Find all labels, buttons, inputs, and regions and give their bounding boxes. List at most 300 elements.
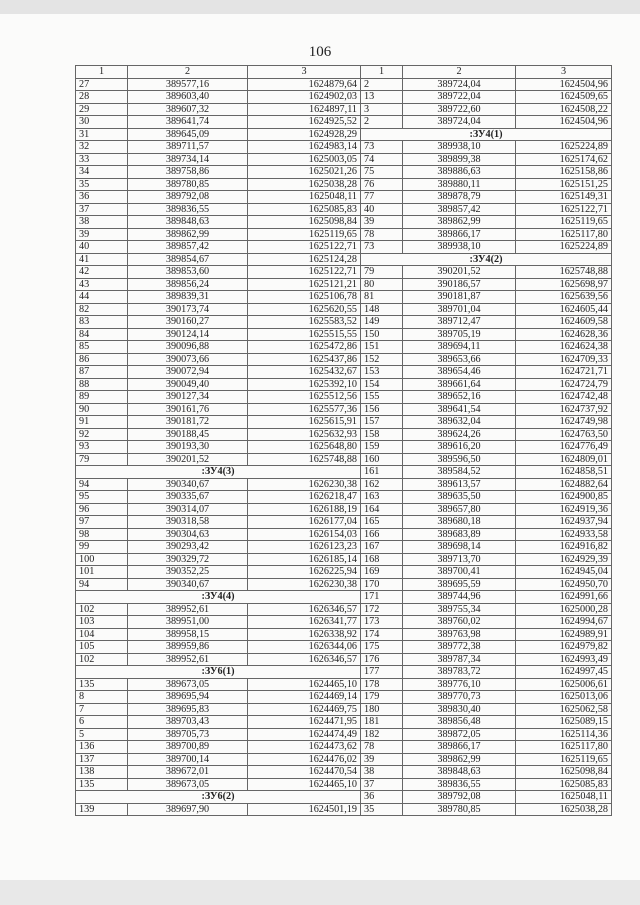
point-number-cell: 180 xyxy=(361,703,403,716)
header-cell: 2 xyxy=(128,66,248,79)
point-number-cell: 152 xyxy=(361,353,403,366)
y-coordinate-cell: 1624993,49 xyxy=(516,653,612,666)
point-number-cell: 7 xyxy=(76,703,128,716)
table-row xyxy=(76,441,612,454)
header-cell: 2 xyxy=(403,66,516,79)
table-row xyxy=(76,316,612,329)
x-coordinate-cell: 389673,05 xyxy=(128,678,248,691)
y-coordinate-cell: 1625432,67 xyxy=(248,366,361,379)
table-row xyxy=(76,478,612,491)
y-coordinate-cell: 1624508,22 xyxy=(516,103,612,116)
y-coordinate-cell: 1625158,86 xyxy=(516,166,612,179)
y-coordinate-cell: 1625124,28 xyxy=(248,253,361,266)
point-number-cell: 37 xyxy=(76,203,128,216)
point-number-cell: 3 xyxy=(361,103,403,116)
point-number-cell: 34 xyxy=(76,166,128,179)
x-coordinate-cell: 389695,59 xyxy=(403,578,516,591)
point-number-cell: 80 xyxy=(361,278,403,291)
y-coordinate-cell: 1624979,82 xyxy=(516,641,612,654)
point-number-cell: 104 xyxy=(76,628,128,641)
table-row xyxy=(76,766,612,779)
table-row xyxy=(76,566,612,579)
x-coordinate-cell: 390072,94 xyxy=(128,366,248,379)
y-coordinate-cell: 1625048,11 xyxy=(516,791,612,804)
point-number-cell: 36 xyxy=(361,791,403,804)
point-number-cell: 41 xyxy=(76,253,128,266)
y-coordinate-cell: 1624776,49 xyxy=(516,441,612,454)
x-coordinate-cell: 389880,11 xyxy=(403,178,516,191)
point-number-cell: 40 xyxy=(76,241,128,254)
y-coordinate-cell: 1624916,82 xyxy=(516,541,612,554)
x-coordinate-cell: 389866,17 xyxy=(403,228,516,241)
y-coordinate-cell: 1624721,71 xyxy=(516,366,612,379)
x-coordinate-cell: 389866,17 xyxy=(403,741,516,754)
y-coordinate-cell: 1625615,91 xyxy=(248,416,361,429)
x-coordinate-cell: 389722,60 xyxy=(403,103,516,116)
x-coordinate-cell: 389680,18 xyxy=(403,516,516,529)
point-number-cell: 44 xyxy=(76,291,128,304)
table-row xyxy=(76,366,612,379)
table-row xyxy=(76,466,612,479)
y-coordinate-cell: 1624994,67 xyxy=(516,616,612,629)
x-coordinate-cell: 390304,63 xyxy=(128,528,248,541)
point-number-cell: 97 xyxy=(76,516,128,529)
scan-bottom-shadow xyxy=(0,880,640,905)
x-coordinate-cell: 390186,57 xyxy=(403,278,516,291)
x-coordinate-cell: 389661,64 xyxy=(403,378,516,391)
x-coordinate-cell: 389654,46 xyxy=(403,366,516,379)
y-coordinate-cell: 1625085,83 xyxy=(516,778,612,791)
x-coordinate-cell: 389713,70 xyxy=(403,553,516,566)
table-row xyxy=(76,603,612,616)
x-coordinate-cell: 389872,05 xyxy=(403,728,516,741)
point-number-cell: 35 xyxy=(361,803,403,816)
point-number-cell: 40 xyxy=(361,203,403,216)
y-coordinate-cell: 1626346,57 xyxy=(248,603,361,616)
x-coordinate-cell: 389763,98 xyxy=(403,628,516,641)
x-coordinate-cell: 390181,72 xyxy=(128,416,248,429)
point-number-cell: 156 xyxy=(361,403,403,416)
point-number-cell: 169 xyxy=(361,566,403,579)
point-number-cell: 79 xyxy=(76,453,128,466)
point-number-cell: 38 xyxy=(76,216,128,229)
x-coordinate-cell: 390335,67 xyxy=(128,491,248,504)
x-coordinate-cell: 390352,25 xyxy=(128,566,248,579)
y-coordinate-cell: 1625048,11 xyxy=(248,191,361,204)
point-number-cell: 103 xyxy=(76,616,128,629)
y-coordinate-cell: 1625106,78 xyxy=(248,291,361,304)
table-row xyxy=(76,628,612,641)
y-coordinate-cell: 1624474,49 xyxy=(248,728,361,741)
table-row xyxy=(76,278,612,291)
table-row xyxy=(76,803,612,816)
x-coordinate-cell: 389792,08 xyxy=(403,791,516,804)
x-coordinate-cell: 389744,96 xyxy=(403,591,516,604)
point-number-cell: 84 xyxy=(76,328,128,341)
table-row xyxy=(76,428,612,441)
table-row xyxy=(76,78,612,91)
table-row xyxy=(76,403,612,416)
table-row xyxy=(76,116,612,129)
point-number-cell: 83 xyxy=(76,316,128,329)
point-number-cell: 136 xyxy=(76,741,128,754)
y-coordinate-cell: 1625392,10 xyxy=(248,378,361,391)
y-coordinate-cell: 1625149,31 xyxy=(516,191,612,204)
point-number-cell: 157 xyxy=(361,416,403,429)
point-number-cell: 181 xyxy=(361,716,403,729)
y-coordinate-cell: 1625114,36 xyxy=(516,728,612,741)
y-coordinate-cell: 1624709,33 xyxy=(516,353,612,366)
x-coordinate-cell: 389584,52 xyxy=(403,466,516,479)
y-coordinate-cell: 1624919,36 xyxy=(516,503,612,516)
x-coordinate-cell: 390127,34 xyxy=(128,391,248,404)
point-number-cell: 76 xyxy=(361,178,403,191)
x-coordinate-cell: 389780,85 xyxy=(403,803,516,816)
y-coordinate-cell: 1625748,88 xyxy=(248,453,361,466)
y-coordinate-cell: 1625003,05 xyxy=(248,153,361,166)
x-coordinate-cell: 389862,99 xyxy=(403,216,516,229)
table-row xyxy=(76,353,612,366)
table-row xyxy=(76,266,612,279)
table-row xyxy=(76,666,612,679)
x-coordinate-cell: 390314,07 xyxy=(128,503,248,516)
scan-top-shadow xyxy=(0,0,640,14)
point-number-cell: 88 xyxy=(76,378,128,391)
table-row xyxy=(76,653,612,666)
x-coordinate-cell: 389734,14 xyxy=(128,153,248,166)
x-coordinate-cell: 389632,04 xyxy=(403,416,516,429)
point-number-cell: 73 xyxy=(361,141,403,154)
y-coordinate-cell: 1626230,38 xyxy=(248,578,361,591)
x-coordinate-cell: 390329,72 xyxy=(128,553,248,566)
y-coordinate-cell: 1624501,19 xyxy=(248,803,361,816)
y-coordinate-cell: 1624928,29 xyxy=(248,128,361,141)
point-number-cell: 170 xyxy=(361,578,403,591)
x-coordinate-cell: 389657,80 xyxy=(403,503,516,516)
y-coordinate-cell: 1626338,92 xyxy=(248,628,361,641)
x-coordinate-cell: 389862,99 xyxy=(128,228,248,241)
x-coordinate-cell: 389698,14 xyxy=(403,541,516,554)
y-coordinate-cell: 1626346,57 xyxy=(248,653,361,666)
point-number-cell: 163 xyxy=(361,491,403,504)
point-number-cell: 31 xyxy=(76,128,128,141)
point-number-cell: 96 xyxy=(76,503,128,516)
x-coordinate-cell: 389780,85 xyxy=(128,178,248,191)
y-coordinate-cell: 1625021,26 xyxy=(248,166,361,179)
point-number-cell: 178 xyxy=(361,678,403,691)
table-row xyxy=(76,341,612,354)
point-number-cell: 167 xyxy=(361,541,403,554)
y-coordinate-cell: 1625748,88 xyxy=(516,266,612,279)
point-number-cell: 165 xyxy=(361,516,403,529)
y-coordinate-cell: 1624809,01 xyxy=(516,453,612,466)
x-coordinate-cell: 389862,99 xyxy=(403,753,516,766)
y-coordinate-cell: 1624933,58 xyxy=(516,528,612,541)
x-coordinate-cell: 389712,47 xyxy=(403,316,516,329)
section-heading-cell: :ЗУ4(4) xyxy=(76,591,361,604)
x-coordinate-cell: 390201,52 xyxy=(403,266,516,279)
point-number-cell: 89 xyxy=(76,391,128,404)
x-coordinate-cell: 389694,11 xyxy=(403,341,516,354)
table-row xyxy=(76,391,612,404)
y-coordinate-cell: 1626230,38 xyxy=(248,478,361,491)
point-number-cell: 95 xyxy=(76,491,128,504)
y-coordinate-cell: 1625583,52 xyxy=(248,316,361,329)
y-coordinate-cell: 1625122,71 xyxy=(248,241,361,254)
x-coordinate-cell: 389951,00 xyxy=(128,616,248,629)
point-number-cell: 8 xyxy=(76,691,128,704)
y-coordinate-cell: 1625117,80 xyxy=(516,228,612,241)
header-cell: 1 xyxy=(361,66,403,79)
point-number-cell: 162 xyxy=(361,478,403,491)
y-coordinate-cell: 1625639,56 xyxy=(516,291,612,304)
x-coordinate-cell: 389848,63 xyxy=(403,766,516,779)
y-coordinate-cell: 1624469,14 xyxy=(248,691,361,704)
y-coordinate-cell: 1624997,45 xyxy=(516,666,612,679)
point-number-cell: 6 xyxy=(76,716,128,729)
point-number-cell: 148 xyxy=(361,303,403,316)
point-number-cell: 94 xyxy=(76,478,128,491)
x-coordinate-cell: 389755,34 xyxy=(403,603,516,616)
table-header-row xyxy=(76,66,612,79)
point-number-cell: 176 xyxy=(361,653,403,666)
x-coordinate-cell: 390193,30 xyxy=(128,441,248,454)
y-coordinate-cell: 1624897,11 xyxy=(248,103,361,116)
y-coordinate-cell: 1624469,75 xyxy=(248,703,361,716)
y-coordinate-cell: 1625472,86 xyxy=(248,341,361,354)
point-number-cell: 78 xyxy=(361,228,403,241)
y-coordinate-cell: 1624624,38 xyxy=(516,341,612,354)
y-coordinate-cell: 1625648,80 xyxy=(248,441,361,454)
point-number-cell: 87 xyxy=(76,366,128,379)
point-number-cell: 151 xyxy=(361,341,403,354)
x-coordinate-cell: 389700,41 xyxy=(403,566,516,579)
x-coordinate-cell: 390293,42 xyxy=(128,541,248,554)
y-coordinate-cell: 1625119,65 xyxy=(516,216,612,229)
x-coordinate-cell: 390124,14 xyxy=(128,328,248,341)
x-coordinate-cell: 389770,73 xyxy=(403,691,516,704)
point-number-cell: 38 xyxy=(361,766,403,779)
x-coordinate-cell: 390096,88 xyxy=(128,341,248,354)
table-row xyxy=(76,291,612,304)
x-coordinate-cell: 389653,66 xyxy=(403,353,516,366)
y-coordinate-cell: 1625013,06 xyxy=(516,691,612,704)
point-number-cell: 160 xyxy=(361,453,403,466)
point-number-cell: 39 xyxy=(361,216,403,229)
point-number-cell: 161 xyxy=(361,466,403,479)
x-coordinate-cell: 389854,67 xyxy=(128,253,248,266)
y-coordinate-cell: 1625515,55 xyxy=(248,328,361,341)
x-coordinate-cell: 389596,50 xyxy=(403,453,516,466)
y-coordinate-cell: 1626188,19 xyxy=(248,503,361,516)
x-coordinate-cell: 389700,14 xyxy=(128,753,248,766)
x-coordinate-cell: 389673,05 xyxy=(128,778,248,791)
point-number-cell: 150 xyxy=(361,328,403,341)
point-number-cell: 91 xyxy=(76,416,128,429)
x-coordinate-cell: 389853,60 xyxy=(128,266,248,279)
y-coordinate-cell: 1625085,83 xyxy=(248,203,361,216)
x-coordinate-cell: 389613,57 xyxy=(403,478,516,491)
y-coordinate-cell: 1624858,51 xyxy=(516,466,612,479)
x-coordinate-cell: 389792,08 xyxy=(128,191,248,204)
x-coordinate-cell: 389830,40 xyxy=(403,703,516,716)
x-coordinate-cell: 389603,40 xyxy=(128,91,248,104)
point-number-cell: 37 xyxy=(361,778,403,791)
section-heading-cell: :ЗУ4(1) xyxy=(361,128,612,141)
section-heading-cell: :ЗУ6(2) xyxy=(76,791,361,804)
point-number-cell: 172 xyxy=(361,603,403,616)
y-coordinate-cell: 1624749,98 xyxy=(516,416,612,429)
point-number-cell: 175 xyxy=(361,641,403,654)
x-coordinate-cell: 389787,34 xyxy=(403,653,516,666)
table-row xyxy=(76,641,612,654)
x-coordinate-cell: 389958,15 xyxy=(128,628,248,641)
point-number-cell: 79 xyxy=(361,266,403,279)
y-coordinate-cell: 1624465,10 xyxy=(248,678,361,691)
y-coordinate-cell: 1626344,06 xyxy=(248,641,361,654)
x-coordinate-cell: 389672,01 xyxy=(128,766,248,779)
point-number-cell: 139 xyxy=(76,803,128,816)
y-coordinate-cell: 1624742,48 xyxy=(516,391,612,404)
point-number-cell: 77 xyxy=(361,191,403,204)
x-coordinate-cell: 389836,55 xyxy=(403,778,516,791)
point-number-cell: 154 xyxy=(361,378,403,391)
point-number-cell: 28 xyxy=(76,91,128,104)
point-number-cell: 158 xyxy=(361,428,403,441)
x-coordinate-cell: 389607,32 xyxy=(128,103,248,116)
point-number-cell: 179 xyxy=(361,691,403,704)
x-coordinate-cell: 390340,67 xyxy=(128,578,248,591)
y-coordinate-cell: 1625117,80 xyxy=(516,741,612,754)
x-coordinate-cell: 389783,72 xyxy=(403,666,516,679)
y-coordinate-cell: 1624476,02 xyxy=(248,753,361,766)
point-number-cell: 36 xyxy=(76,191,128,204)
y-coordinate-cell: 1624628,36 xyxy=(516,328,612,341)
table-row xyxy=(76,516,612,529)
x-coordinate-cell: 389886,63 xyxy=(403,166,516,179)
y-coordinate-cell: 1624937,94 xyxy=(516,516,612,529)
y-coordinate-cell: 1624882,64 xyxy=(516,478,612,491)
table-row xyxy=(76,328,612,341)
y-coordinate-cell: 1625224,89 xyxy=(516,241,612,254)
point-number-cell: 82 xyxy=(76,303,128,316)
table-row xyxy=(76,378,612,391)
y-coordinate-cell: 1624504,96 xyxy=(516,116,612,129)
y-coordinate-cell: 1626154,03 xyxy=(248,528,361,541)
x-coordinate-cell: 389776,10 xyxy=(403,678,516,691)
table-row xyxy=(76,91,612,104)
table-row xyxy=(76,228,612,241)
point-number-cell: 171 xyxy=(361,591,403,604)
point-number-cell: 177 xyxy=(361,666,403,679)
x-coordinate-cell: 389711,57 xyxy=(128,141,248,154)
y-coordinate-cell: 1625000,28 xyxy=(516,603,612,616)
header-cell: 3 xyxy=(516,66,612,79)
y-coordinate-cell: 1624900,85 xyxy=(516,491,612,504)
table-row xyxy=(76,703,612,716)
point-number-cell: 100 xyxy=(76,553,128,566)
point-number-cell: 101 xyxy=(76,566,128,579)
section-heading-cell: :ЗУ4(3) xyxy=(76,466,361,479)
point-number-cell: 78 xyxy=(361,741,403,754)
x-coordinate-cell: 390340,67 xyxy=(128,478,248,491)
x-coordinate-cell: 390160,27 xyxy=(128,316,248,329)
y-coordinate-cell: 1624945,04 xyxy=(516,566,612,579)
y-coordinate-cell: 1625437,86 xyxy=(248,353,361,366)
y-coordinate-cell: 1625174,62 xyxy=(516,153,612,166)
x-coordinate-cell: 389836,55 xyxy=(128,203,248,216)
header-cell: 1 xyxy=(76,66,128,79)
table-row xyxy=(76,241,612,254)
table-row xyxy=(76,528,612,541)
x-coordinate-cell: 389952,61 xyxy=(128,653,248,666)
point-number-cell: 27 xyxy=(76,78,128,91)
point-number-cell: 75 xyxy=(361,166,403,179)
table-row xyxy=(76,616,612,629)
point-number-cell: 29 xyxy=(76,103,128,116)
point-number-cell: 135 xyxy=(76,778,128,791)
table-row xyxy=(76,166,612,179)
point-number-cell: 174 xyxy=(361,628,403,641)
table-row xyxy=(76,741,612,754)
y-coordinate-cell: 1625512,56 xyxy=(248,391,361,404)
y-coordinate-cell: 1624465,10 xyxy=(248,778,361,791)
x-coordinate-cell: 389683,89 xyxy=(403,528,516,541)
y-coordinate-cell: 1625577,36 xyxy=(248,403,361,416)
y-coordinate-cell: 1626225,94 xyxy=(248,566,361,579)
y-coordinate-cell: 1624950,70 xyxy=(516,578,612,591)
table-row xyxy=(76,753,612,766)
x-coordinate-cell: 389952,61 xyxy=(128,603,248,616)
table-row xyxy=(76,591,612,604)
point-number-cell: 13 xyxy=(361,91,403,104)
point-number-cell: 33 xyxy=(76,153,128,166)
y-coordinate-cell: 1624925,52 xyxy=(248,116,361,129)
point-number-cell: 86 xyxy=(76,353,128,366)
x-coordinate-cell: 389705,73 xyxy=(128,728,248,741)
y-coordinate-cell: 1626185,14 xyxy=(248,553,361,566)
table-row xyxy=(76,778,612,791)
table-row xyxy=(76,153,612,166)
x-coordinate-cell: 389635,50 xyxy=(403,491,516,504)
y-coordinate-cell: 1625098,84 xyxy=(248,216,361,229)
x-coordinate-cell: 389641,74 xyxy=(128,116,248,129)
x-coordinate-cell: 389695,83 xyxy=(128,703,248,716)
y-coordinate-cell: 1624902,03 xyxy=(248,91,361,104)
point-number-cell: 98 xyxy=(76,528,128,541)
table-row xyxy=(76,578,612,591)
y-coordinate-cell: 1624737,92 xyxy=(516,403,612,416)
y-coordinate-cell: 1624471,95 xyxy=(248,716,361,729)
x-coordinate-cell: 389938,10 xyxy=(403,141,516,154)
point-number-cell: 164 xyxy=(361,503,403,516)
y-coordinate-cell: 1625151,25 xyxy=(516,178,612,191)
x-coordinate-cell: 389772,38 xyxy=(403,641,516,654)
y-coordinate-cell: 1624879,64 xyxy=(248,78,361,91)
y-coordinate-cell: 1624470,54 xyxy=(248,766,361,779)
y-coordinate-cell: 1624509,65 xyxy=(516,91,612,104)
point-number-cell: 32 xyxy=(76,141,128,154)
point-number-cell: 73 xyxy=(361,241,403,254)
point-number-cell: 2 xyxy=(361,116,403,129)
x-coordinate-cell: 389700,89 xyxy=(128,741,248,754)
table-row xyxy=(76,503,612,516)
table-row xyxy=(76,716,612,729)
y-coordinate-cell: 1625006,61 xyxy=(516,678,612,691)
point-number-cell: 99 xyxy=(76,541,128,554)
y-coordinate-cell: 1625038,28 xyxy=(516,803,612,816)
x-coordinate-cell: 389938,10 xyxy=(403,241,516,254)
